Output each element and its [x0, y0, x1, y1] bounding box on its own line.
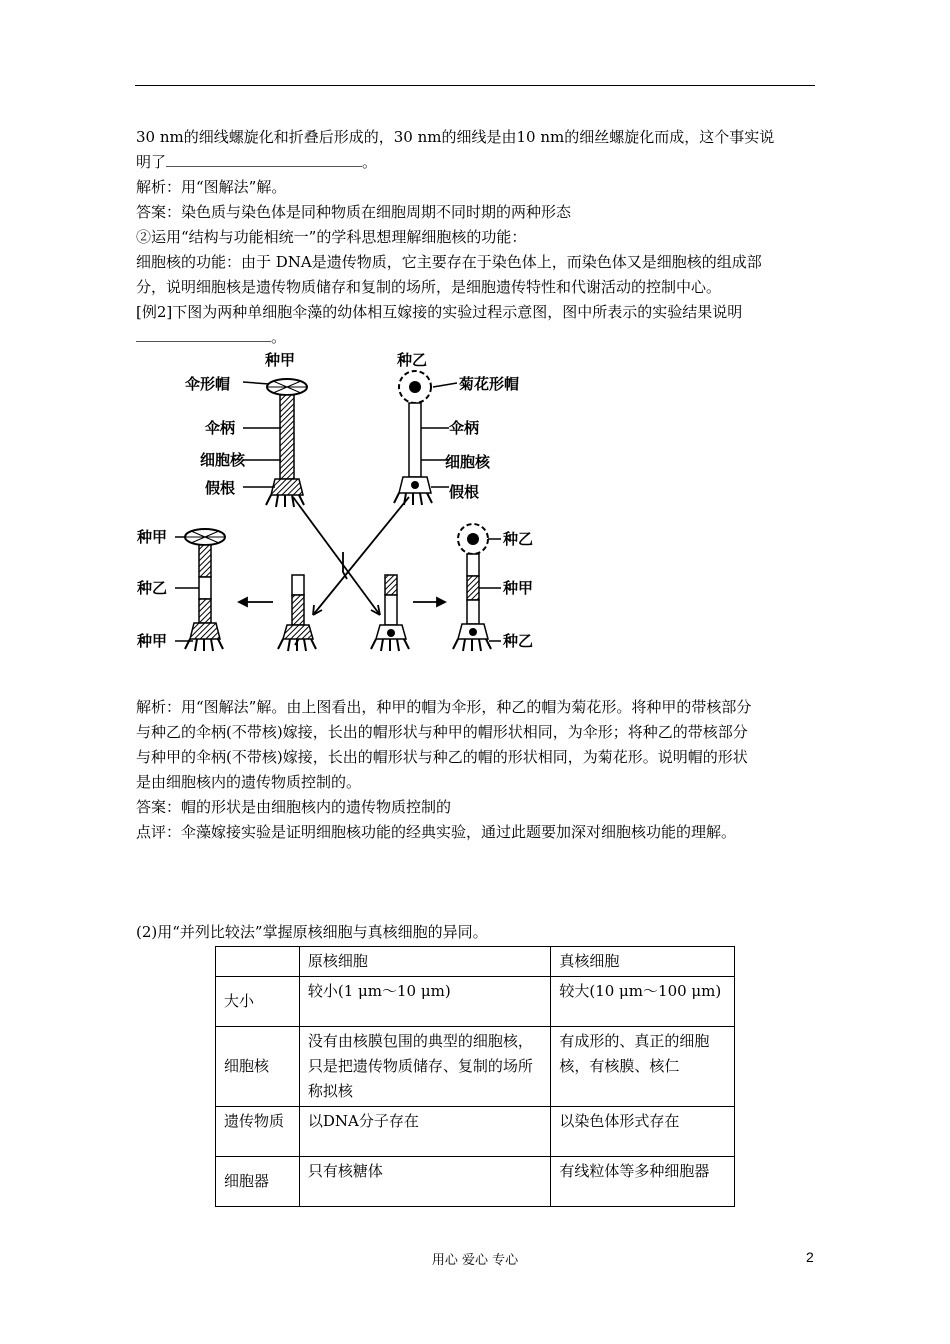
table-cell: 有成形的、真正的细胞核，有核膜、核仁	[551, 1027, 735, 1107]
label-rhizoid-left: 假根	[205, 479, 236, 497]
table-cell: 大小	[216, 977, 300, 1027]
label-result-left-base: 种甲	[137, 632, 168, 650]
intro-line-2-suffix: 。	[362, 153, 378, 171]
section-2-title: (2)用“并列比较法”掌握原核细胞与真核细胞的异同。	[136, 923, 488, 941]
table-cell: 以DNA分子存在	[299, 1107, 550, 1157]
intro-line-1: 30 nm的细线螺旋化和折叠后形成的，30 nm的细线是由10 nm的细丝螺旋化而成，这个事实说	[136, 128, 775, 146]
nucleus-function-line-1: 细胞核的功能：由于 DNA是遗传物质，它主要存在于染色体上，而染色体又是细胞核的组成部	[136, 253, 762, 271]
stalk-a	[280, 395, 294, 479]
page-footer: 用心 爱心 专心	[431, 1253, 519, 1268]
analysis-2-line-2: 与种乙的伞柄(不带核)嫁接，长出的帽形状与种甲的帽形状相同，为伞形；将种乙的带核部分	[136, 723, 748, 741]
comparison-table	[215, 946, 735, 1207]
table-cell: 细胞核	[216, 1027, 300, 1107]
graft-middle-left	[278, 575, 316, 651]
table-cell: 细胞器	[216, 1157, 300, 1207]
label-chrysanthemum-cap: 菊花形帽	[459, 375, 520, 393]
nucleus-function-line-2: 分，说明细胞核是遗传物质储存和复制的场所，是细胞遗传特性和代谢活动的控制中心。	[136, 278, 722, 296]
answer-blank-2	[136, 325, 271, 342]
table-cell: 以染色体形式存在	[551, 1107, 735, 1157]
table-header-cell: 真核细胞	[551, 947, 735, 977]
label-result-right-stalk: 种甲	[503, 579, 534, 597]
stalk-b	[409, 403, 421, 477]
result-right-plant	[453, 524, 501, 651]
analysis-1: 解析：用“图解法”解。	[136, 178, 287, 196]
example-2-suffix: 。	[271, 328, 287, 346]
table-cell: 遗传物质	[216, 1107, 300, 1157]
label-result-right-base: 种乙	[503, 632, 534, 650]
label-nucleus-right: 细胞核	[445, 453, 491, 471]
label-result-right-cap: 种乙	[503, 530, 534, 548]
table-row	[216, 1027, 735, 1107]
table-cell: 较大(10 μm～100 μm)	[551, 977, 735, 1027]
label-result-left-cap: 种甲	[137, 528, 168, 546]
intro-line-2-prefix: 明了	[136, 153, 167, 171]
table-cell: 没有由核膜包围的典型的细胞核，只是把遗传物质储存、复制的场所称拟核	[299, 1027, 550, 1107]
label-result-left-stalk: 种乙	[137, 579, 168, 597]
table-cell: 有线粒体等多种细胞器	[551, 1157, 735, 1207]
table-row	[216, 977, 735, 1027]
analysis-2-line-1: 解析：用“图解法”解。由上图看出，种甲的帽为伞形，种乙的帽为菊花形。将种甲的带核部分	[136, 698, 752, 716]
analysis-2-line-3: 与种甲的伞柄(不带核)嫁接，长出的帽形状与种乙的帽的形状相同，为菊花形。说明帽的形状	[136, 748, 748, 766]
label-species-b-top: 种乙	[397, 351, 428, 369]
comment: 点评：伞藻嫁接实验是证明细胞核功能的经典实验，通过此题要加深对细胞核功能的理解。	[136, 823, 737, 841]
table-row	[216, 1107, 735, 1157]
answer-2: 答案：帽的形状是由细胞核内的遗传物质控制的	[136, 798, 452, 816]
intro-line-2	[136, 150, 816, 175]
label-species-a-top: 种甲	[265, 351, 296, 369]
answer-1: 答案：染色质与染色体是同种物质在细胞周期不同时期的两种形态	[136, 203, 572, 221]
table-header-cell: 原核细胞	[299, 947, 550, 977]
species-b-plant	[394, 371, 457, 505]
label-rhizoid-right: 假根	[449, 483, 480, 501]
label-umbrella-cap: 伞形帽	[185, 375, 231, 393]
table-cell: 只有核糖体	[299, 1157, 550, 1207]
label-nucleus-left: 细胞核	[200, 451, 246, 469]
label-stalk-right: 伞柄	[449, 419, 480, 437]
page-number: 2	[806, 1249, 814, 1265]
result-left-plant	[175, 529, 225, 651]
label-stalk-left: 伞柄	[205, 419, 236, 437]
analysis-2-line-4: 是由细胞核内的遗传物质控制的。	[136, 773, 362, 791]
table-row	[216, 1157, 735, 1207]
acetabularia-grafting-figure	[135, 347, 545, 682]
example-2-line-1: [例2]下图为两种单细胞伞藻的幼体相互嫁接的实验过程示意图，图中所表示的实验结果说明	[136, 303, 743, 321]
species-a-plant	[243, 379, 307, 507]
header-rule	[135, 85, 815, 86]
answer-blank-1	[166, 150, 362, 167]
point-2: ②运用“结构与功能相统一”的学科思想理解细胞核的功能：	[136, 228, 527, 246]
table-cell: 较小(1 μm～10 μm)	[299, 977, 550, 1027]
table-header-cell	[216, 947, 300, 977]
table-header-row	[216, 947, 735, 977]
result-arrows	[239, 598, 445, 606]
